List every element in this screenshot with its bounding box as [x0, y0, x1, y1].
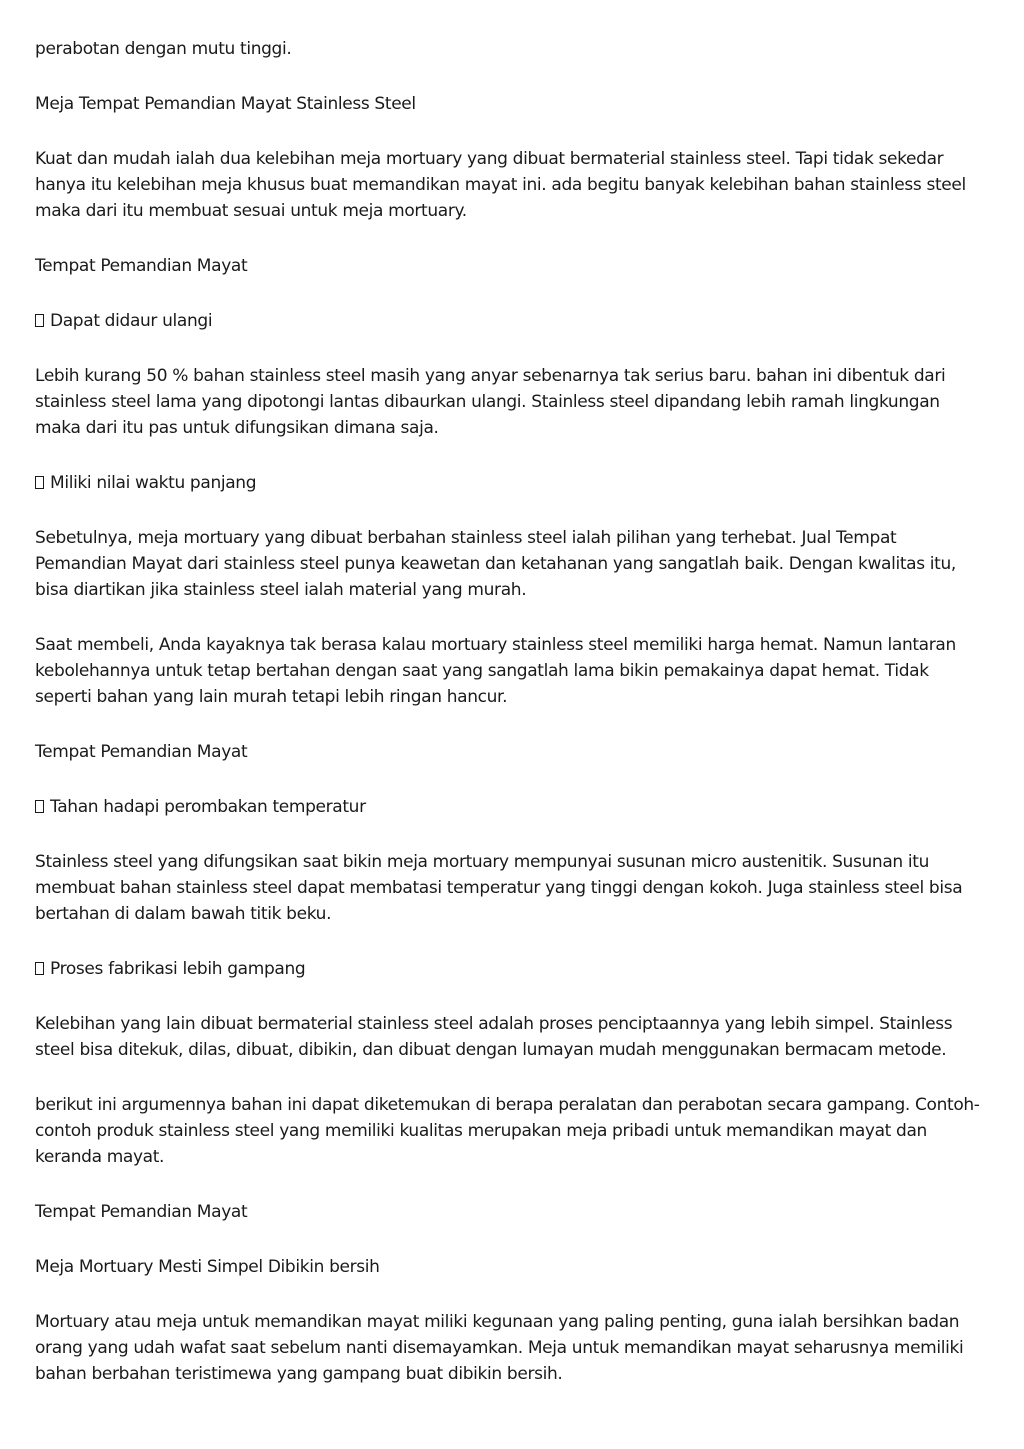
paragraph: Mortuary atau meja untuk memandikan mayat miliki kegunaan yang paling penting, guna ialah bersihkan badan orang yang udah wafat saat sebelum nanti disemayamkan. Meja untuk memandikan mayat seharusnya memiliki bahan berbahan teristimewa yang gampang buat dibikin bersih.: [35, 1312, 964, 1384]
paragraph: Stainless steel yang difungsikan saat bikin meja mortuary mempunyai susunan micro austenitik. Susunan itu membuat bahan stainless steel dapat membatasi temperatur yang tinggi dengan kokoh. Juga stainless steel bisa bertahan di dalam bawah titik beku.: [35, 852, 963, 924]
paragraph: Kuat dan mudah ialah dua kelebihan meja mortuary yang dibuat bermaterial stainless steel. Tapi tidak sekedar hanya itu kelebihan meja khusus buat memandikan mayat ini. ada begitu banyak kelebihan bahan stainless steel maka dari itu membuat sesuai untuk meja mortuary.: [35, 149, 966, 221]
missing-glyph-box-icon: [35, 476, 44, 489]
section-heading: Tempat Pemandian Mayat: [35, 1202, 248, 1222]
bullet-item-label: Dapat didaur ulangi: [50, 311, 213, 331]
section-heading: Meja Mortuary Mesti Simpel Dibikin bersih: [35, 1257, 380, 1277]
paragraph: Sebetulnya, meja mortuary yang dibuat berbahan stainless steel ialah pilihan yang terhebat. Jual Tempat Pemandian Mayat dari stainless steel punya keawetan dan ketahanan yang sangatlah baik. Dengan kwalitas itu, bisa diartikan jika stainless steel ialah material yang murah.: [35, 528, 956, 600]
section-heading: Meja Tempat Pemandian Mayat Stainless Steel: [35, 94, 416, 114]
bullet-item-label: Proses fabrikasi lebih gampang: [50, 959, 306, 979]
bullet-item: [35, 308, 985, 334]
bullet-item: [35, 470, 985, 496]
section-heading: Tempat Pemandian Mayat: [35, 742, 248, 762]
missing-glyph-box-icon: [35, 314, 44, 327]
paragraph: berikut ini argumennya bahan ini dapat diketemukan di berapa peralatan dan perabotan secara gampang. Contoh-contoh produk stainless steel yang memiliki kualitas merupakan meja pribadi untuk memandikan mayat dan keranda mayat.: [35, 1095, 980, 1167]
bullet-item: [35, 794, 985, 820]
bullet-item: [35, 956, 985, 982]
bullet-item-label: Tahan hadapi perombakan temperatur: [50, 797, 366, 817]
paragraph-continuation: perabotan dengan mutu tinggi.: [35, 39, 292, 59]
paragraph: Kelebihan yang lain dibuat bermaterial stainless steel adalah proses penciptaannya yang lebih simpel. Stainless steel bisa ditekuk, dilas, dibuat, dibikin, dan dibuat dengan lumayan mudah menggunakan bermacam metode.: [35, 1014, 953, 1060]
missing-glyph-box-icon: [35, 800, 44, 813]
paragraph: Lebih kurang 50 % bahan stainless steel masih yang anyar sebenarnya tak serius baru. bahan ini dibentuk dari stainless steel lama yang dipotongi lantas dibaurkan ulangi. Stainless steel dipandang lebih ramah lingkungan maka dari itu pas untuk difungsikan dimana saja.: [35, 366, 946, 438]
document-page: [35, 36, 985, 1416]
paragraph: Saat membeli, Anda kayaknya tak berasa kalau mortuary stainless steel memiliki harga hemat. Namun lantaran kebolehannya untuk tetap bertahan dengan saat yang sangatlah lama bikin pemakainya dapat hemat. Tidak seperti bahan yang lain murah tetapi lebih ringan hancur.: [35, 635, 956, 707]
section-heading: Tempat Pemandian Mayat: [35, 256, 248, 276]
missing-glyph-box-icon: [35, 962, 44, 975]
bullet-item-label: Miliki nilai waktu panjang: [50, 473, 257, 493]
